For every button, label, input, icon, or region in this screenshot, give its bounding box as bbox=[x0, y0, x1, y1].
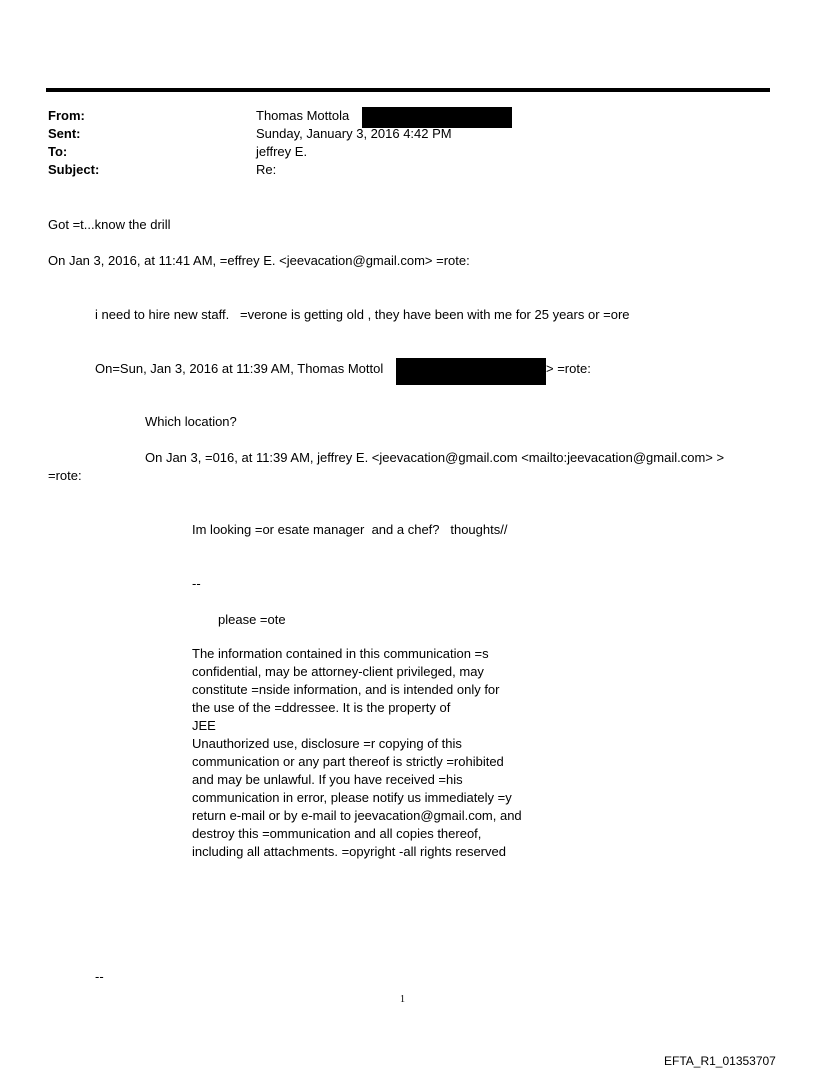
bottom-dash: -- bbox=[95, 969, 104, 984]
disclaimer-line: confidential, may be attorney-client privileged, may bbox=[192, 664, 484, 679]
disclaimer-line: constitute =nside information, and is intended only for bbox=[192, 682, 500, 697]
quote1-intro: On Jan 3, 2016, at 11:41 AM, =effrey E. <jeevacation@gmail.com> =rote: bbox=[48, 253, 470, 268]
quote1-text: i need to hire new staff. =verone is getting old , they have been with me for 25 years or =ore bbox=[95, 307, 630, 322]
from-label: From: bbox=[48, 108, 85, 123]
sent-value: Sunday, January 3, 2016 4:42 PM bbox=[256, 126, 452, 141]
quote3-intro: On Jan 3, =016, at 11:39 AM, jeffrey E. <jeevacation@gmail.com <mailto:jeevacation@gmail.com> > bbox=[145, 450, 725, 465]
please-note: please =ote bbox=[218, 612, 286, 627]
disclaimer-line: including all attachments. =opyright -all rights reserved bbox=[192, 844, 506, 859]
bates-number: EFTA_R1_01353707 bbox=[664, 1054, 776, 1068]
quote2-intro: On=Sun, Jan 3, 2016 at 11:39 AM, Thomas Mottol bbox=[95, 361, 384, 376]
to-value: jeffrey E. bbox=[256, 144, 308, 159]
disclaimer-line: and may be unlawful. If you have received =his bbox=[192, 772, 463, 787]
header-rule bbox=[46, 88, 770, 92]
disclaimer-line: communication in error, please notify us immediately =y bbox=[192, 790, 512, 805]
from-value: Thomas Mottola bbox=[256, 108, 350, 123]
quote2-intro-end: > =rote: bbox=[546, 361, 591, 376]
disclaimer-line: Unauthorized use, disclosure =r copying of this bbox=[192, 736, 462, 751]
quote3-text: Im looking =or esate manager and a chef? thoughts// bbox=[192, 522, 508, 537]
subject-label: Subject: bbox=[48, 162, 100, 177]
to-label: To: bbox=[48, 144, 68, 159]
disclaimer-line: destroy this =ommunication and all copies thereof, bbox=[192, 826, 482, 841]
quote3-wrap: =rote: bbox=[48, 468, 82, 483]
sent-label: Sent: bbox=[48, 126, 81, 141]
quote2-text: Which location? bbox=[145, 414, 237, 429]
disclaimer-block bbox=[192, 645, 522, 861]
page-number: 1 bbox=[400, 994, 405, 1005]
redaction-mottola-email bbox=[396, 358, 546, 385]
signature-dash: -- bbox=[192, 576, 201, 591]
disclaimer-line: the use of the =ddressee. It is the property of bbox=[192, 700, 451, 715]
subject-value: Re: bbox=[256, 162, 277, 177]
disclaimer-line: communication or any part thereof is strictly =rohibited bbox=[192, 754, 504, 769]
disclaimer-line: JEE bbox=[192, 718, 216, 733]
disclaimer-line: The information contained in this communication =s bbox=[192, 646, 489, 661]
reply-line: Got =t...know the drill bbox=[48, 217, 171, 232]
disclaimer-line: return e-mail or by e-mail to jeevacation@gmail.com, and bbox=[192, 808, 522, 823]
